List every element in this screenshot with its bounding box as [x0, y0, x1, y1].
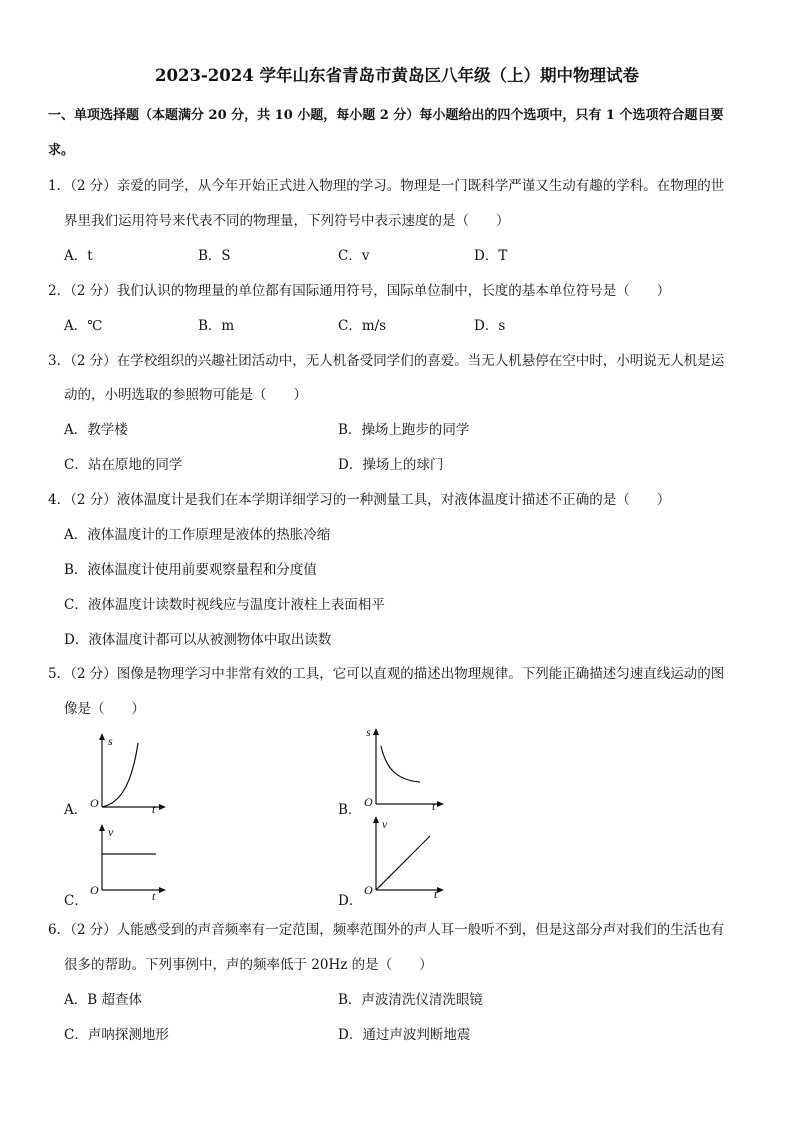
question-3-option-c[interactable]: C．站在原地的同学 [64, 457, 183, 473]
question-4-option-d[interactable]: D．液体温度计都可以从被测物体中取出读数 [64, 632, 332, 648]
question-6-option-c[interactable]: C．声呐探测地形 [64, 1027, 169, 1043]
question-3-option-a[interactable]: A．教学楼 [64, 422, 128, 438]
graph-a-origin: O [90, 796, 99, 810]
question-6-option-d[interactable]: D．通过声波判断地震 [338, 1027, 471, 1043]
question-1-option-a[interactable]: A．t [64, 248, 93, 264]
graph-d-x-label: t [434, 887, 438, 901]
question-1-option-b[interactable]: B．S [198, 248, 231, 264]
question-4-option-b[interactable]: B．液体温度计使用前要观察量程和分度值 [64, 562, 317, 578]
question-3-stem-line2: 动的，小明选取的参照物可能是（ ） [64, 387, 307, 403]
graph-b [360, 726, 446, 812]
graph-c-y-label: v [108, 825, 114, 839]
graph-c-origin: O [90, 883, 99, 897]
question-4-option-c[interactable]: C．液体温度计读数时视线应与温度计液柱上表面相平 [64, 597, 385, 613]
graph-d-line [376, 836, 430, 890]
graph-d-y-label: v [382, 817, 388, 831]
question-2-option-c[interactable]: C．m/s [338, 318, 387, 334]
graph-a-curve [102, 743, 138, 807]
question-5-stem-line1: 5．（2 分）图像是物理学习中非常有效的工具，它可以直观的描述出物理规律。下列能正确描述匀速直线运动的图 [48, 666, 725, 682]
question-5-option-b[interactable]: B． [338, 802, 362, 818]
graph-c-x-label: t [152, 889, 156, 903]
section-header-line1: 一、单项选择题（本题满分 20 分，共 10 小题，每小题 2 分）每小题给出的四个选项中，只有 1 个选项符合题目要 [48, 108, 724, 123]
question-2-option-d[interactable]: D．s [474, 318, 506, 334]
question-1-option-c[interactable]: C．v [338, 248, 370, 264]
question-2-stem: 2．（2 分）我们认识的物理量的单位都有国际通用符号，国际单位制中，长度的基本单位符号是（ ） [48, 283, 671, 299]
graph-a [86, 733, 166, 816]
question-5-option-a[interactable]: A． [64, 802, 88, 818]
graph-b-curve [381, 746, 420, 782]
graph-b-y-label: s [366, 725, 371, 739]
graph-d-origin: O [364, 883, 373, 897]
question-5-option-c[interactable]: C． [64, 893, 88, 909]
question-3-option-b[interactable]: B．操场上跑步的同学 [338, 422, 470, 438]
question-2-option-b[interactable]: B．m [198, 318, 235, 334]
question-5-option-d[interactable]: D． [338, 893, 363, 909]
question-1-stem-line2: 界里我们运用符号来代表不同的物理量，下列符号中表示速度的是（ ） [64, 213, 510, 229]
graph-b-origin: O [364, 795, 373, 809]
question-3-option-d[interactable]: D．操场上的球门 [338, 457, 444, 473]
question-5-stem-line2: 像是（ ） [64, 701, 145, 717]
graph-a-y-label: s [108, 734, 113, 748]
graph-b-x-label: t [432, 799, 436, 813]
question-4-option-a[interactable]: A．液体温度计的工作原理是液体的热胀冷缩 [64, 527, 331, 543]
graph-c [86, 822, 166, 902]
question-6-stem-line2: 很多的帮助。下列事例中，声的频率低于 20Hz 的是（ ） [64, 957, 433, 973]
page-title: 2023-2024 学年山东省青岛市黄岛区八年级（上）期中物理试卷 [155, 66, 639, 85]
question-4-stem: 4．（2 分）液体温度计是我们在本学期详细学习的一种测量工具，对液体温度计描述不正确的是（ ） [48, 492, 671, 508]
question-3-stem-line1: 3．（2 分）在学校组织的兴趣社团活动中，无人机备受同学们的喜爱。当无人机悬停在空中时，小明说无人机是运 [48, 353, 725, 369]
graph-a-x-label: t [152, 802, 156, 816]
question-1-stem-line1: 1．（2 分）亲爱的同学，从今年开始正式进入物理的学习。物理是一门既科学严谨又生动有趣的学科。在物理的世 [48, 178, 725, 194]
question-6-option-a[interactable]: A．B 超查体 [64, 992, 142, 1008]
section-header-line2: 求。 [48, 143, 75, 158]
question-6-stem-line1: 6．（2 分）人能感受到的声音频率有一定范围，频率范围外的声人耳一般听不到，但是这部分声对我们的生活也有 [48, 922, 725, 938]
question-6-option-b[interactable]: B．声波清洗仪清洗眼镜 [338, 992, 483, 1008]
question-2-option-a[interactable]: A．℃ [64, 318, 103, 334]
question-1-option-d[interactable]: D．T [474, 248, 508, 264]
graph-d [360, 814, 446, 900]
